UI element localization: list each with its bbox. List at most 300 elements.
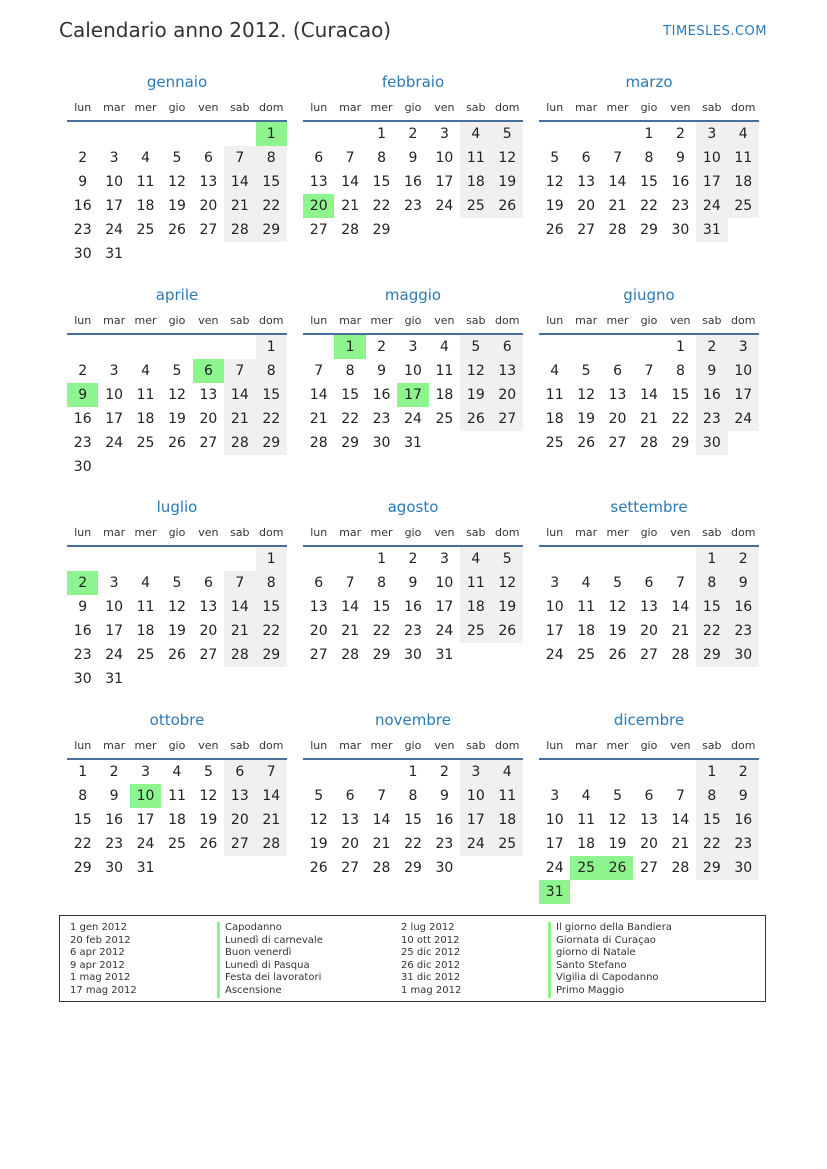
day-cell[interactable]: 20 (199, 623, 218, 639)
day-cell[interactable]: 18 (136, 198, 155, 214)
day-cell[interactable]: 18 (168, 812, 186, 828)
day-cell[interactable]: 8 (78, 788, 88, 804)
day-cell[interactable]: 9 (408, 575, 418, 591)
day-cell[interactable]: 20 (199, 411, 218, 427)
holiday-day-cell[interactable]: 10 (130, 784, 161, 808)
day-cell[interactable]: 28 (640, 435, 658, 451)
day-cell[interactable]: 2 (408, 126, 418, 142)
day-cell[interactable]: 26 (545, 222, 564, 238)
day-cell[interactable]: 25 (577, 647, 596, 663)
day-cell[interactable]: 18 (577, 623, 596, 639)
day-cell[interactable]: 9 (728, 784, 759, 808)
day-cell[interactable]: 16 (404, 174, 422, 190)
day-cell[interactable]: 23 (73, 222, 92, 238)
day-cell[interactable]: 24 (545, 647, 564, 663)
day-cell[interactable]: 18 (545, 411, 564, 427)
day-cell[interactable]: 11 (728, 146, 759, 170)
holiday-day-cell[interactable]: 1 (334, 335, 365, 359)
day-cell[interactable]: 4 (172, 764, 182, 780)
day-cell[interactable]: 4 (550, 363, 560, 379)
day-cell[interactable]: 9 (675, 150, 685, 166)
day-cell[interactable]: 13 (309, 174, 328, 190)
day-cell[interactable]: 22 (341, 411, 360, 427)
day-cell[interactable]: 11 (545, 387, 564, 403)
day-cell[interactable]: 17 (105, 411, 124, 427)
day-cell[interactable]: 28 (608, 222, 627, 238)
day-cell[interactable]: 7 (644, 363, 654, 379)
day-cell[interactable]: 6 (203, 150, 213, 166)
day-cell[interactable]: 29 (696, 856, 727, 880)
day-cell[interactable]: 28 (224, 218, 255, 242)
day-cell[interactable]: 17 (105, 198, 124, 214)
day-cell[interactable]: 9 (377, 363, 387, 379)
day-cell[interactable]: 15 (640, 174, 658, 190)
day-cell[interactable]: 8 (345, 363, 355, 379)
day-cell[interactable]: 30 (73, 459, 92, 475)
day-cell[interactable]: 13 (608, 387, 627, 403)
day-cell[interactable]: 26 (168, 222, 186, 238)
day-cell[interactable]: 16 (696, 383, 727, 407)
day-cell[interactable]: 14 (341, 599, 360, 615)
day-cell[interactable]: 5 (203, 764, 213, 780)
day-cell[interactable]: 6 (345, 788, 355, 804)
day-cell[interactable]: 23 (728, 832, 759, 856)
day-cell[interactable]: 20 (199, 198, 218, 214)
day-cell[interactable]: 12 (577, 387, 596, 403)
day-cell[interactable]: 19 (608, 623, 627, 639)
day-cell[interactable]: 2 (439, 764, 449, 780)
day-cell[interactable]: 11 (492, 784, 523, 808)
day-cell[interactable]: 18 (492, 808, 523, 832)
day-cell[interactable]: 23 (372, 411, 391, 427)
day-cell[interactable]: 1 (696, 760, 727, 784)
day-cell[interactable]: 28 (224, 643, 255, 667)
day-cell[interactable]: 29 (73, 860, 92, 876)
day-cell[interactable]: 28 (341, 222, 360, 238)
day-cell[interactable]: 24 (105, 222, 124, 238)
day-cell[interactable]: 8 (256, 359, 287, 383)
day-cell[interactable]: 16 (73, 623, 92, 639)
day-cell[interactable]: 29 (256, 218, 287, 242)
day-cell[interactable]: 3 (141, 764, 151, 780)
day-cell[interactable]: 6 (581, 150, 591, 166)
day-cell[interactable]: 4 (728, 122, 759, 146)
day-cell[interactable]: 24 (545, 860, 564, 876)
day-cell[interactable]: 7 (256, 760, 287, 784)
day-cell[interactable]: 21 (224, 407, 255, 431)
day-cell[interactable]: 28 (309, 435, 328, 451)
day-cell[interactable]: 8 (256, 571, 287, 595)
day-cell[interactable]: 5 (172, 150, 182, 166)
day-cell[interactable]: 27 (640, 860, 658, 876)
day-cell[interactable]: 2 (728, 547, 759, 571)
day-cell[interactable]: 12 (309, 812, 328, 828)
day-cell[interactable]: 19 (492, 595, 523, 619)
day-cell[interactable]: 11 (168, 788, 186, 804)
day-cell[interactable]: 2 (696, 335, 727, 359)
day-cell[interactable]: 26 (199, 836, 218, 852)
day-cell[interactable]: 19 (492, 170, 523, 194)
holiday-day-cell[interactable]: 20 (303, 194, 334, 218)
day-cell[interactable]: 13 (640, 599, 658, 615)
day-cell[interactable]: 11 (460, 146, 491, 170)
day-cell[interactable]: 26 (168, 647, 186, 663)
day-cell[interactable]: 11 (460, 571, 491, 595)
day-cell[interactable]: 19 (168, 411, 186, 427)
day-cell[interactable]: 28 (372, 860, 391, 876)
day-cell[interactable]: 15 (404, 812, 422, 828)
day-cell[interactable]: 11 (136, 599, 155, 615)
day-cell[interactable]: 22 (372, 198, 391, 214)
day-cell[interactable]: 2 (78, 150, 88, 166)
day-cell[interactable]: 31 (105, 671, 124, 687)
day-cell[interactable]: 31 (696, 218, 727, 242)
day-cell[interactable]: 3 (728, 335, 759, 359)
day-cell[interactable]: 3 (109, 150, 119, 166)
day-cell[interactable]: 5 (172, 575, 182, 591)
day-cell[interactable]: 22 (256, 619, 287, 643)
day-cell[interactable]: 12 (460, 359, 491, 383)
day-cell[interactable]: 30 (696, 431, 727, 455)
day-cell[interactable]: 23 (728, 619, 759, 643)
day-cell[interactable]: 25 (136, 222, 155, 238)
day-cell[interactable]: 4 (141, 363, 151, 379)
day-cell[interactable]: 23 (404, 198, 422, 214)
day-cell[interactable]: 18 (136, 411, 155, 427)
day-cell[interactable]: 12 (168, 387, 186, 403)
day-cell[interactable]: 24 (105, 647, 124, 663)
day-cell[interactable]: 4 (460, 122, 491, 146)
day-cell[interactable]: 10 (545, 812, 564, 828)
day-cell[interactable]: 7 (314, 363, 324, 379)
day-cell[interactable]: 22 (640, 198, 658, 214)
day-cell[interactable]: 17 (728, 383, 759, 407)
day-cell[interactable]: 20 (608, 411, 627, 427)
day-cell[interactable]: 14 (309, 387, 328, 403)
day-cell[interactable]: 27 (577, 222, 596, 238)
day-cell[interactable]: 10 (696, 146, 727, 170)
day-cell[interactable]: 19 (577, 411, 596, 427)
day-cell[interactable]: 8 (256, 146, 287, 170)
day-cell[interactable]: 20 (224, 808, 255, 832)
day-cell[interactable]: 30 (404, 647, 422, 663)
day-cell[interactable]: 8 (696, 784, 727, 808)
day-cell[interactable]: 17 (460, 808, 491, 832)
day-cell[interactable]: 14 (671, 812, 690, 828)
day-cell[interactable]: 25 (136, 647, 155, 663)
day-cell[interactable]: 21 (341, 623, 360, 639)
day-cell[interactable]: 14 (224, 383, 255, 407)
day-cell[interactable]: 30 (671, 222, 690, 238)
day-cell[interactable]: 1 (377, 126, 387, 142)
day-cell[interactable]: 27 (199, 222, 218, 238)
day-cell[interactable]: 5 (581, 363, 591, 379)
day-cell[interactable]: 11 (577, 812, 596, 828)
day-cell[interactable]: 29 (404, 860, 422, 876)
day-cell[interactable]: 29 (696, 643, 727, 667)
day-cell[interactable]: 25 (435, 411, 454, 427)
day-cell[interactable]: 14 (341, 174, 360, 190)
day-cell[interactable]: 30 (73, 671, 92, 687)
day-cell[interactable]: 1 (256, 547, 287, 571)
day-cell[interactable]: 8 (675, 363, 685, 379)
day-cell[interactable]: 13 (199, 174, 218, 190)
day-cell[interactable]: 25 (168, 836, 186, 852)
day-cell[interactable]: 1 (696, 547, 727, 571)
day-cell[interactable]: 3 (550, 575, 560, 591)
day-cell[interactable]: 27 (309, 647, 328, 663)
day-cell[interactable]: 24 (105, 435, 124, 451)
day-cell[interactable]: 11 (577, 599, 596, 615)
day-cell[interactable]: 29 (372, 647, 391, 663)
day-cell[interactable]: 7 (675, 788, 685, 804)
day-cell[interactable]: 12 (168, 599, 186, 615)
day-cell[interactable]: 29 (372, 222, 391, 238)
day-cell[interactable]: 16 (105, 812, 124, 828)
day-cell[interactable]: 22 (256, 194, 287, 218)
day-cell[interactable]: 25 (136, 435, 155, 451)
day-cell[interactable]: 21 (224, 619, 255, 643)
day-cell[interactable]: 6 (224, 760, 255, 784)
day-cell[interactable]: 30 (728, 856, 759, 880)
day-cell[interactable]: 9 (728, 571, 759, 595)
day-cell[interactable]: 20 (640, 836, 658, 852)
day-cell[interactable]: 17 (136, 812, 155, 828)
day-cell[interactable]: 28 (224, 431, 255, 455)
day-cell[interactable]: 16 (73, 198, 92, 214)
day-cell[interactable]: 15 (372, 599, 391, 615)
day-cell[interactable]: 22 (372, 623, 391, 639)
day-cell[interactable]: 9 (439, 788, 449, 804)
day-cell[interactable]: 26 (492, 619, 523, 643)
day-cell[interactable]: 30 (105, 860, 124, 876)
day-cell[interactable]: 22 (671, 411, 690, 427)
day-cell[interactable]: 27 (199, 647, 218, 663)
day-cell[interactable]: 7 (613, 150, 623, 166)
day-cell[interactable]: 17 (545, 836, 564, 852)
day-cell[interactable]: 21 (341, 198, 360, 214)
day-cell[interactable]: 9 (78, 599, 88, 615)
day-cell[interactable]: 5 (613, 575, 623, 591)
day-cell[interactable]: 22 (696, 619, 727, 643)
day-cell[interactable]: 10 (404, 363, 422, 379)
day-cell[interactable]: 13 (199, 599, 218, 615)
day-cell[interactable]: 10 (105, 174, 124, 190)
day-cell[interactable]: 7 (345, 575, 355, 591)
day-cell[interactable]: 15 (696, 808, 727, 832)
day-cell[interactable]: 20 (640, 623, 658, 639)
holiday-day-cell[interactable]: 6 (193, 359, 224, 383)
day-cell[interactable]: 21 (671, 623, 690, 639)
day-cell[interactable]: 16 (372, 387, 391, 403)
day-cell[interactable]: 2 (675, 126, 685, 142)
holiday-day-cell[interactable]: 26 (602, 856, 633, 880)
day-cell[interactable]: 3 (439, 551, 449, 567)
day-cell[interactable]: 25 (460, 619, 491, 643)
day-cell[interactable]: 26 (460, 407, 491, 431)
day-cell[interactable]: 20 (577, 198, 596, 214)
day-cell[interactable]: 17 (435, 174, 454, 190)
day-cell[interactable]: 27 (640, 647, 658, 663)
day-cell[interactable]: 25 (492, 832, 523, 856)
day-cell[interactable]: 2 (109, 764, 119, 780)
day-cell[interactable]: 5 (492, 122, 523, 146)
day-cell[interactable]: 8 (408, 788, 418, 804)
day-cell[interactable]: 16 (728, 808, 759, 832)
day-cell[interactable]: 26 (577, 435, 596, 451)
day-cell[interactable]: 7 (675, 575, 685, 591)
day-cell[interactable]: 23 (73, 647, 92, 663)
day-cell[interactable]: 22 (256, 407, 287, 431)
day-cell[interactable]: 14 (256, 784, 287, 808)
day-cell[interactable]: 4 (141, 575, 151, 591)
day-cell[interactable]: 25 (545, 435, 564, 451)
holiday-day-cell[interactable]: 31 (539, 880, 570, 904)
day-cell[interactable]: 7 (224, 146, 255, 170)
day-cell[interactable]: 10 (435, 575, 454, 591)
day-cell[interactable]: 12 (199, 788, 218, 804)
day-cell[interactable]: 8 (696, 571, 727, 595)
day-cell[interactable]: 21 (608, 198, 627, 214)
day-cell[interactable]: 2 (78, 363, 88, 379)
day-cell[interactable]: 1 (675, 339, 685, 355)
day-cell[interactable]: 31 (435, 647, 454, 663)
day-cell[interactable]: 4 (460, 547, 491, 571)
day-cell[interactable]: 30 (73, 246, 92, 262)
day-cell[interactable]: 18 (728, 170, 759, 194)
day-cell[interactable]: 13 (199, 387, 218, 403)
day-cell[interactable]: 30 (372, 435, 391, 451)
day-cell[interactable]: 26 (168, 435, 186, 451)
day-cell[interactable]: 27 (492, 407, 523, 431)
day-cell[interactable]: 3 (439, 126, 449, 142)
day-cell[interactable]: 10 (460, 784, 491, 808)
day-cell[interactable]: 6 (203, 575, 213, 591)
day-cell[interactable]: 27 (199, 435, 218, 451)
holiday-day-cell[interactable]: 17 (397, 383, 428, 407)
day-cell[interactable]: 19 (199, 812, 218, 828)
day-cell[interactable]: 24 (728, 407, 759, 431)
day-cell[interactable]: 14 (671, 599, 690, 615)
day-cell[interactable]: 6 (492, 335, 523, 359)
day-cell[interactable]: 26 (309, 860, 328, 876)
day-cell[interactable]: 19 (460, 383, 491, 407)
day-cell[interactable]: 13 (492, 359, 523, 383)
day-cell[interactable]: 3 (109, 363, 119, 379)
day-cell[interactable]: 27 (224, 832, 255, 856)
day-cell[interactable]: 15 (256, 383, 287, 407)
day-cell[interactable]: 15 (73, 812, 92, 828)
day-cell[interactable]: 21 (256, 808, 287, 832)
day-cell[interactable]: 16 (728, 595, 759, 619)
day-cell[interactable]: 10 (728, 359, 759, 383)
day-cell[interactable]: 4 (492, 760, 523, 784)
day-cell[interactable]: 6 (314, 575, 324, 591)
day-cell[interactable]: 1 (78, 764, 88, 780)
day-cell[interactable]: 12 (608, 599, 627, 615)
day-cell[interactable]: 24 (460, 832, 491, 856)
day-cell[interactable]: 22 (73, 836, 92, 852)
day-cell[interactable]: 8 (377, 575, 387, 591)
day-cell[interactable]: 28 (256, 832, 287, 856)
day-cell[interactable]: 24 (435, 623, 454, 639)
day-cell[interactable]: 29 (256, 431, 287, 455)
day-cell[interactable]: 10 (105, 599, 124, 615)
day-cell[interactable]: 9 (408, 150, 418, 166)
day-cell[interactable]: 16 (404, 599, 422, 615)
day-cell[interactable]: 23 (435, 836, 454, 852)
day-cell[interactable]: 28 (671, 647, 690, 663)
day-cell[interactable]: 18 (136, 623, 155, 639)
day-cell[interactable]: 14 (640, 387, 658, 403)
day-cell[interactable]: 10 (435, 150, 454, 166)
day-cell[interactable]: 4 (581, 575, 591, 591)
day-cell[interactable]: 1 (644, 126, 654, 142)
day-cell[interactable]: 5 (172, 363, 182, 379)
day-cell[interactable]: 29 (640, 222, 658, 238)
day-cell[interactable]: 31 (404, 435, 422, 451)
day-cell[interactable]: 20 (309, 623, 328, 639)
day-cell[interactable]: 29 (256, 643, 287, 667)
day-cell[interactable]: 16 (671, 174, 690, 190)
day-cell[interactable]: 3 (109, 575, 119, 591)
day-cell[interactable]: 3 (460, 760, 491, 784)
day-cell[interactable]: 2 (728, 760, 759, 784)
day-cell[interactable]: 21 (309, 411, 328, 427)
day-cell[interactable]: 15 (671, 387, 690, 403)
day-cell[interactable]: 4 (141, 150, 151, 166)
day-cell[interactable]: 29 (341, 435, 360, 451)
day-cell[interactable]: 20 (341, 836, 360, 852)
day-cell[interactable]: 2 (377, 339, 387, 355)
day-cell[interactable]: 27 (608, 435, 627, 451)
day-cell[interactable]: 14 (372, 812, 391, 828)
day-cell[interactable]: 22 (696, 832, 727, 856)
day-cell[interactable]: 21 (640, 411, 658, 427)
day-cell[interactable]: 19 (309, 836, 328, 852)
day-cell[interactable]: 8 (644, 150, 654, 166)
day-cell[interactable]: 7 (224, 571, 255, 595)
day-cell[interactable]: 7 (224, 359, 255, 383)
day-cell[interactable]: 13 (224, 784, 255, 808)
day-cell[interactable]: 13 (309, 599, 328, 615)
day-cell[interactable]: 19 (168, 198, 186, 214)
day-cell[interactable]: 14 (224, 170, 255, 194)
day-cell[interactable]: 12 (608, 812, 627, 828)
day-cell[interactable]: 7 (377, 788, 387, 804)
day-cell[interactable]: 2 (408, 551, 418, 567)
day-cell[interactable]: 23 (696, 407, 727, 431)
holiday-day-cell[interactable]: 9 (67, 383, 98, 407)
day-cell[interactable]: 31 (105, 246, 124, 262)
day-cell[interactable]: 12 (492, 146, 523, 170)
day-cell[interactable]: 5 (460, 335, 491, 359)
day-cell[interactable]: 9 (109, 788, 119, 804)
day-cell[interactable]: 24 (404, 411, 422, 427)
day-cell[interactable]: 4 (581, 788, 591, 804)
day-cell[interactable]: 14 (224, 595, 255, 619)
day-cell[interactable]: 23 (671, 198, 690, 214)
day-cell[interactable]: 23 (73, 435, 92, 451)
day-cell[interactable]: 5 (613, 788, 623, 804)
day-cell[interactable]: 6 (314, 150, 324, 166)
day-cell[interactable]: 3 (696, 122, 727, 146)
holiday-day-cell[interactable]: 2 (67, 571, 98, 595)
day-cell[interactable]: 21 (224, 194, 255, 218)
day-cell[interactable]: 11 (136, 174, 155, 190)
day-cell[interactable]: 7 (345, 150, 355, 166)
day-cell[interactable]: 28 (671, 860, 690, 876)
